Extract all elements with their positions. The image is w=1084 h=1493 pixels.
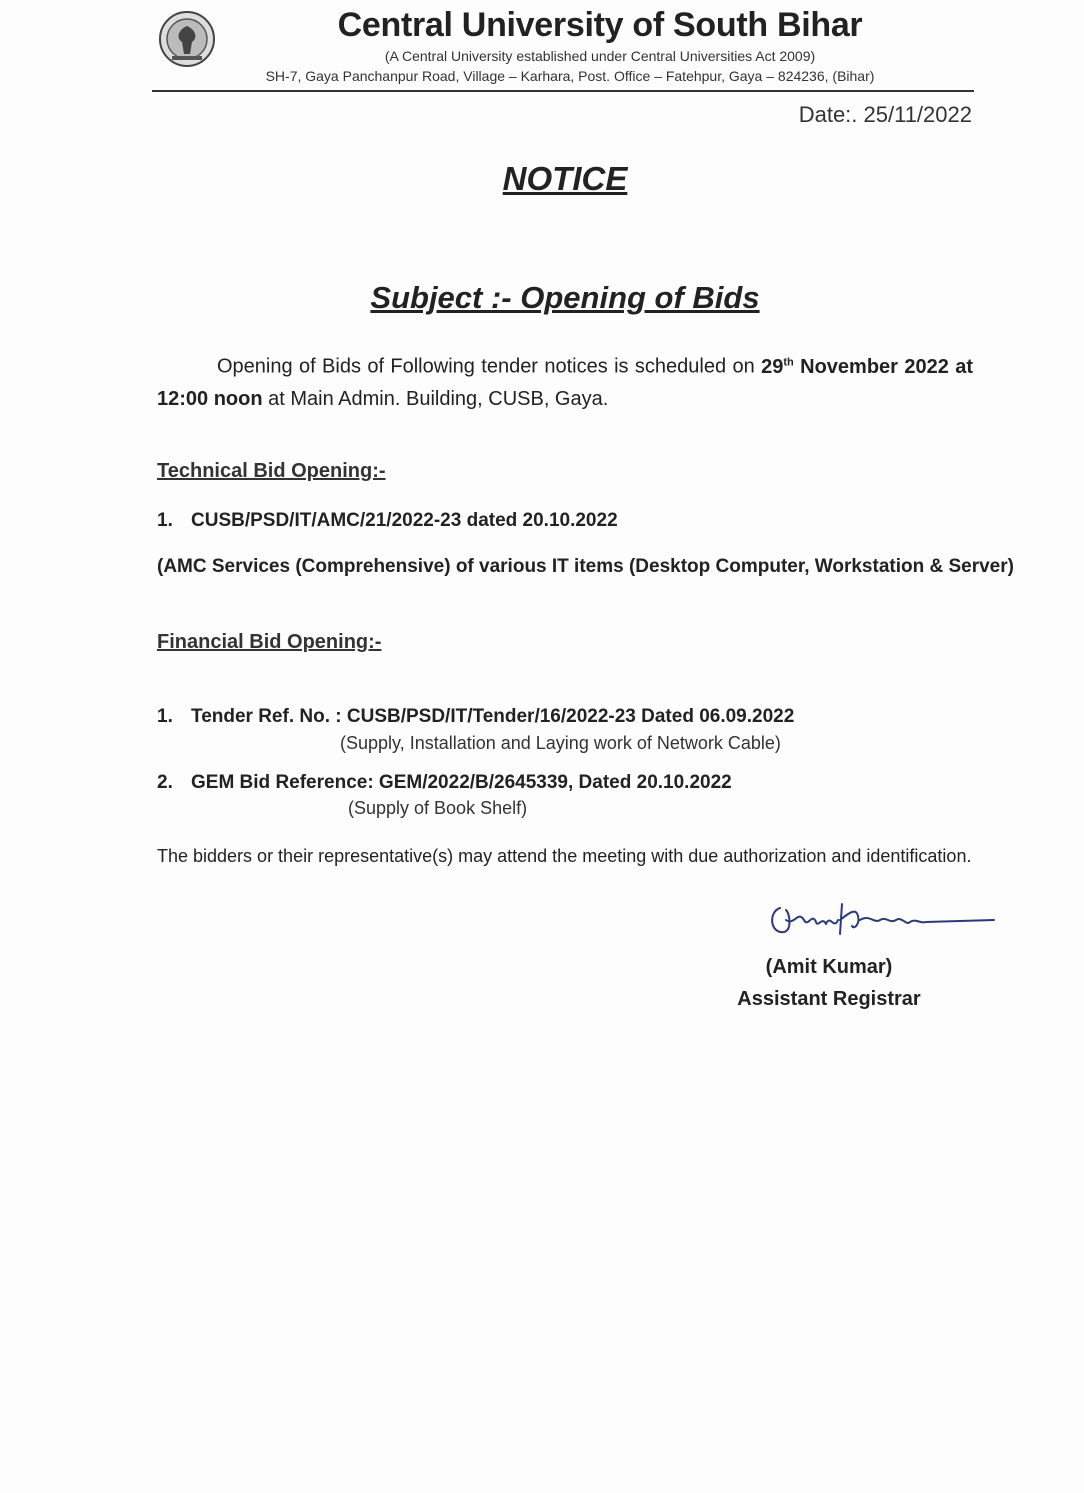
technical-item	[157, 510, 618, 532]
item-number: 1.	[157, 510, 173, 531]
technical-item-description: (AMC Services (Comprehensive) of various IT items (Desktop Computer, Workstation & Server)	[157, 556, 1014, 577]
intro-date-suffix: th	[783, 356, 794, 368]
technical-bid-heading: Technical Bid Opening:-	[157, 460, 386, 482]
intro-location: at Main Admin. Building, CUSB, Gaya.	[262, 387, 609, 410]
financial-item-description: (Supply, Installation and Laying work of Network Cable)	[340, 733, 781, 753]
financial-bid-heading: Financial Bid Opening:-	[157, 631, 382, 653]
item-number: 2.	[157, 772, 173, 793]
subject-line: Subject :- Opening of Bids	[370, 280, 760, 315]
university-address: SH-7, Gaya Panchanpur Road, Village – Karhara, Post. Office – Fatehpur, Gaya – 824236, (Bihar)	[265, 68, 875, 84]
financial-item	[157, 706, 794, 728]
item-reference: CUSB/PSD/IT/AMC/21/2022-23 dated 20.10.2022	[191, 510, 618, 531]
intro-date-rest: November 2022 at 12:00 noon	[157, 355, 973, 410]
notice-title: NOTICE	[502, 160, 628, 197]
item-reference: Tender Ref. No. : CUSB/PSD/IT/Tender/16/2022-23 Dated 06.09.2022	[191, 706, 795, 727]
item-reference: GEM Bid Reference: GEM/2022/B/2645339, Dated 20.10.2022	[191, 772, 732, 793]
signatory-name: (Amit Kumar)	[765, 956, 893, 978]
signatory-title: Assistant Registrar	[737, 988, 921, 1010]
intro-paragraph	[157, 346, 973, 415]
financial-item-description: (Supply of Book Shelf)	[348, 798, 528, 818]
closing-statement: The bidders or their representative(s) may attend the meeting with due authorization and identification.	[157, 846, 972, 866]
notice-date: Date:. 25/11/2022	[798, 102, 972, 127]
header-divider	[152, 90, 974, 92]
item-number: 1.	[157, 706, 173, 727]
intro-date-day: 29	[761, 355, 784, 378]
university-name: Central University of South Bihar	[337, 6, 863, 44]
university-subtitle: (A Central University established under Central Universities Act 2009)	[384, 48, 816, 64]
intro-text: Opening of Bids of Following tender notices is scheduled on	[217, 355, 762, 378]
financial-item	[157, 772, 732, 794]
university-emblem-icon	[158, 10, 216, 68]
handwritten-signature	[760, 890, 1000, 950]
